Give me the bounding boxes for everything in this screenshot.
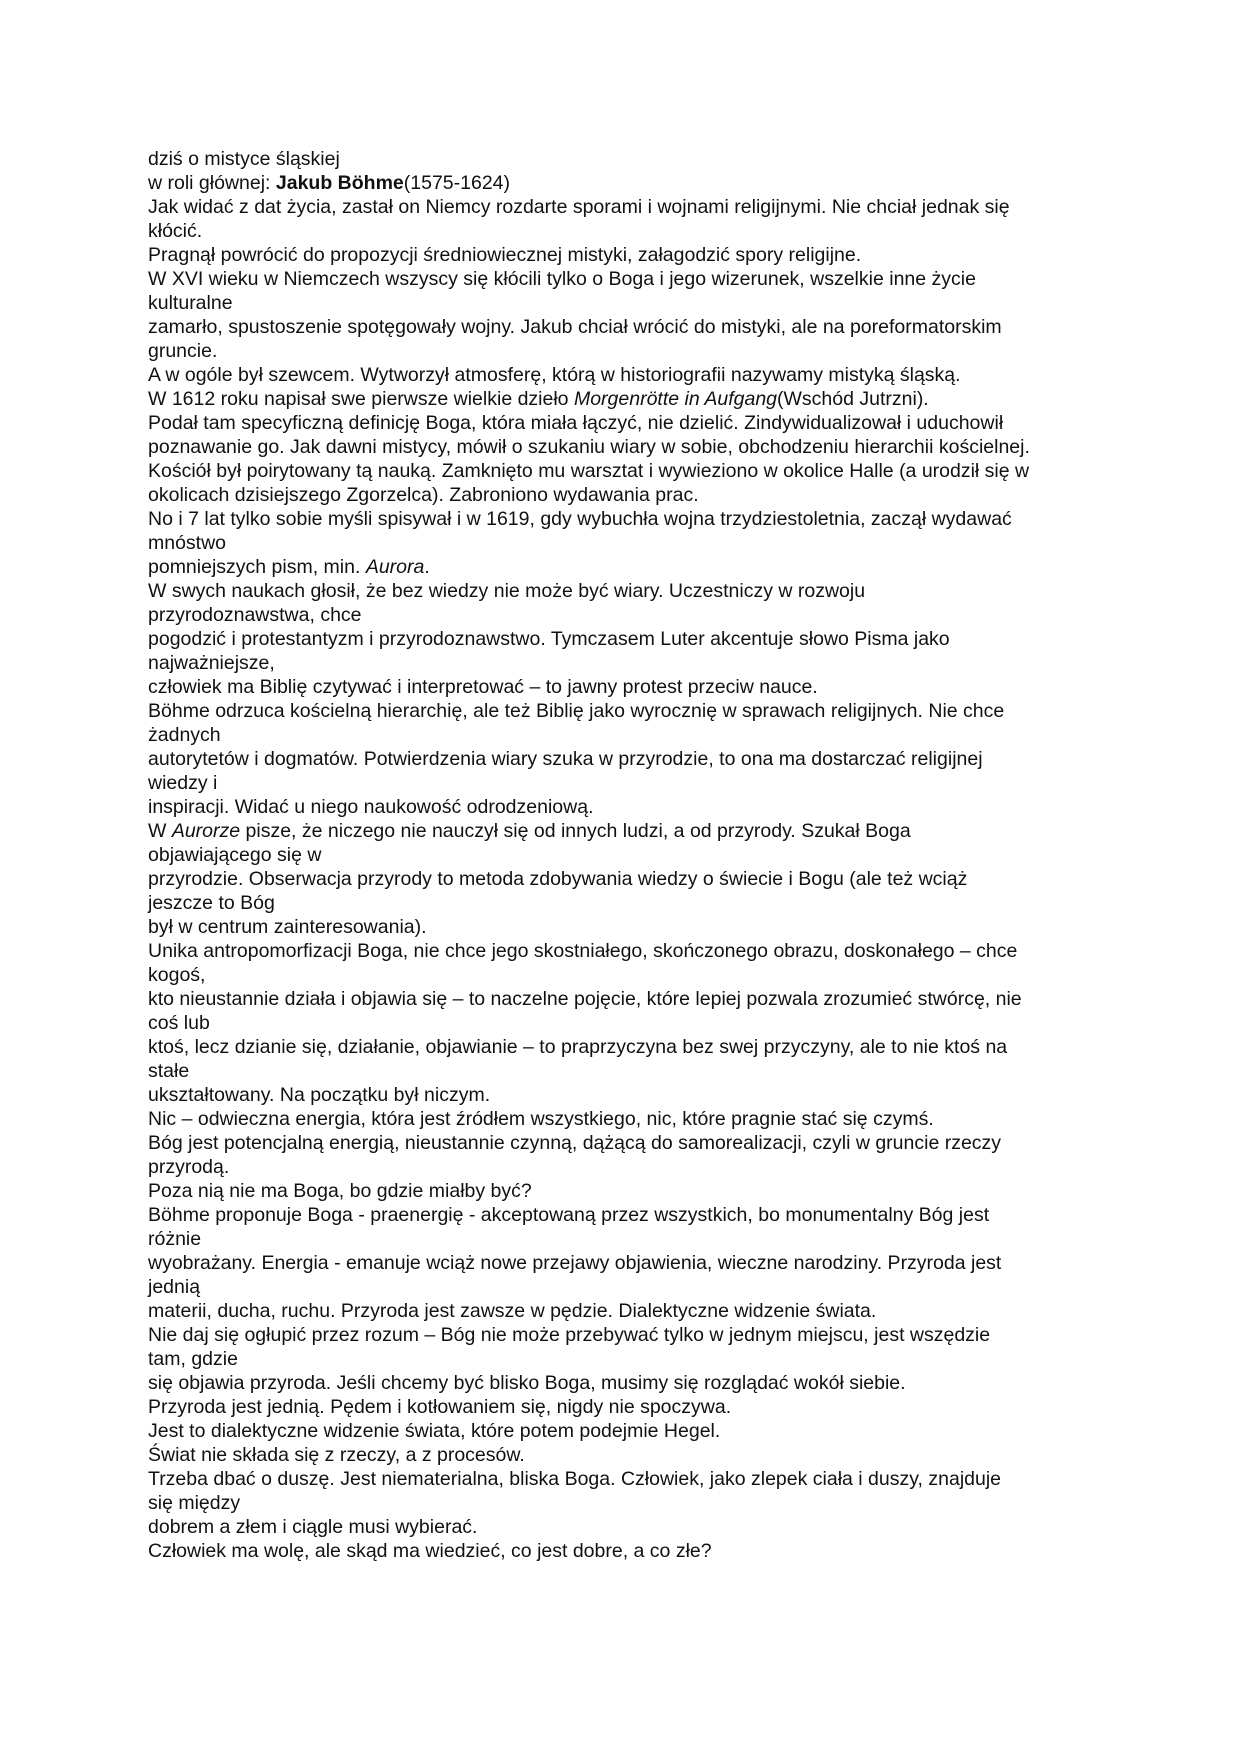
text-line: Poza nią nie ma Boga, bo gdzie miałby być? (148, 1180, 532, 1202)
document-body (148, 147, 1098, 1563)
text-line (148, 387, 1098, 411)
text-line: Böhme odrzuca kościelną hierarchię, ale też Biblię jako wyrocznię w sprawach religijnych. Nie chce (148, 700, 1005, 722)
text-line: W XVI wieku w Niemczech wszyscy się kłócili tylko o Boga i jego wizerunek, wszelkie inne życie (148, 268, 976, 290)
text-line: gruncie. (148, 340, 218, 362)
text-line: dobrem a złem i ciągle musi wybierać. (148, 1516, 478, 1538)
text-line: zamarło, spustoszenie spotęgowały wojny. Jakub chciał wrócić do mistyki, ale na poreformatorskim (148, 316, 1002, 338)
text-run: w roli głównej: (148, 172, 276, 194)
text-line: był w centrum zainteresowania). (148, 916, 427, 938)
text-line: coś lub (148, 1012, 210, 1034)
text-line: wiedzy i (148, 772, 218, 794)
text-line: ukształtowany. Na początku był niczym. (148, 1084, 491, 1106)
text-run: (Wschód Jutrzni). (777, 388, 929, 410)
text-line: się objawia przyroda. Jeśli chcemy być blisko Boga, musimy się rozglądać wokół siebie. (148, 1372, 906, 1394)
text-line: Pragnął powrócić do propozycji średniowiecznej mistyki, załagodzić spory religijne. (148, 244, 862, 266)
text-line: Trzeba dbać o duszę. Jest niematerialna, bliska Boga. Człowiek, jako zlepek ciała i duszy, znajduje (148, 1468, 1002, 1490)
text-line: ktoś, lecz dzianie się, działanie, objawianie – to praprzyczyna bez swej przyczyny, ale to nie ktoś na (148, 1036, 1008, 1058)
text-line: kłócić. (148, 220, 203, 242)
text-line: Jest to dialektyczne widzenie świata, które potem podejmie Hegel. (148, 1420, 721, 1442)
text-line: wyobrażany. Energia - emanuje wciąż nowe przejawy objawienia, wieczne narodziny. Przyroda jest (148, 1252, 1002, 1274)
bold-text: Jakub Böhme (275, 172, 404, 194)
text-line: przyrodzie. Obserwacja przyrody to metoda zdobywania wiedzy o świecie i Bogu (ale też wciąż (148, 868, 968, 890)
text-line (148, 171, 1098, 195)
text-line: Kościół był poirytowany tą nauką. Zamknięto mu warsztat i wywieziono w okolice Halle (a urodził się w (148, 460, 1030, 482)
text-run: (1575-1624) (403, 172, 511, 194)
italic-title: Aurora (365, 556, 425, 578)
text-line: Böhme proponuje Boga - praenergię - akceptowaną przez wszystkich, bo monumentalny Bóg jest (148, 1204, 990, 1226)
text-line: mnóstwo (148, 532, 227, 554)
text-line: Nie daj się ogłupić przez rozum – Bóg nie może przebywać tylko w jednym miejscu, jest wszędzie (148, 1324, 991, 1346)
text-line: Człowiek ma wolę, ale skąd ma wiedzieć, co jest dobre, a co złe? (148, 1540, 712, 1562)
text-run: W 1612 roku napisał swe pierwsze wielkie dzieło (148, 388, 574, 410)
text-line: Podał tam specyficzną definicję Boga, która miała łączyć, nie dzielić. Zindywidualizował i uduchowił (148, 412, 1004, 434)
text-line: się między (148, 1492, 241, 1514)
text-line: dziś o mistyce śląskiej (148, 148, 340, 170)
text-run: pomniejszych pism, min. (148, 556, 366, 578)
text-line: poznawanie go. Jak dawni mistycy, mówił o szukaniu wiary w sobie, obchodzeniu hierarchii kościelnej. (148, 436, 1030, 458)
text-line: żadnych (148, 724, 221, 746)
text-line: kogoś, (148, 964, 206, 986)
text-line: człowiek ma Biblię czytywać i interpretować – to jawny protest przeciw nauce. (148, 676, 818, 698)
text-line: stałe (148, 1060, 190, 1082)
text-line: pogodzić i protestantyzm i przyrodoznawstwo. Tymczasem Luter akcentuje słowo Pisma jako (148, 628, 950, 650)
text-run: W (148, 820, 172, 842)
text-line: Bóg jest potencjalną energią, nieustannie czynną, dążącą do samorealizacji, czyli w gruncie rzeczy (148, 1132, 1002, 1154)
text-line: kulturalne (148, 292, 233, 314)
text-line: Przyroda jest jednią. Pędem i kotłowaniem się, nigdy nie spoczywa. (148, 1396, 732, 1418)
text-line: materii, ducha, ruchu. Przyroda jest zawsze w pędzie. Dialektyczne widzenie świata. (148, 1300, 877, 1322)
text-line: Unika antropomorfizacji Boga, nie chce jego skostniałego, skończonego obrazu, doskonałego – chce (148, 940, 1018, 962)
text-line (148, 819, 1098, 843)
text-line: różnie (148, 1228, 202, 1250)
text-line: objawiającego się w (148, 844, 322, 866)
text-run: . (424, 556, 430, 578)
text-line: przyrodoznawstwa, chce (148, 604, 362, 626)
italic-title: Morgenrötte in Aufgang (573, 388, 778, 410)
text-line (148, 555, 1098, 579)
text-line: przyrodą. (148, 1156, 230, 1178)
text-line: okolicach dzisiejszego Zgorzelca). Zabroniono wydawania prac. (148, 484, 699, 506)
text-line: A w ogóle był szewcem. Wytworzył atmosferę, którą w historiografii nazywamy mistyką śląską. (148, 364, 961, 386)
text-line: najważniejsze, (148, 652, 275, 674)
text-line: Jak widać z dat życia, zastał on Niemcy rozdarte sporami i wojnami religijnymi. Nie chciał jednak się (148, 196, 1010, 218)
text-line: autorytetów i dogmatów. Potwierdzenia wiary szuka w przyrodzie, to ona ma dostarczać religijnej (148, 748, 983, 770)
text-line: inspiracji. Widać u niego naukowość odrodzeniową. (148, 796, 594, 818)
text-line: No i 7 lat tylko sobie myśli spisywał i w 1619, gdy wybuchła wojna trzydziestoletnia, zaczął wydawać (148, 508, 1012, 530)
text-line: kto nieustannie działa i objawia się – to naczelne pojęcie, które lepiej pozwala zrozumieć stwórcę, nie (148, 988, 1022, 1010)
text-run: pisze, że niczego nie nauczył się od innych ludzi, a od przyrody. Szukał Boga (240, 820, 911, 842)
text-line: jeszcze to Bóg (148, 892, 275, 914)
italic-title: Aurorze (171, 820, 241, 842)
text-line: Świat nie składa się z rzeczy, a z procesów. (148, 1444, 525, 1466)
text-line: Nic – odwieczna energia, która jest źródłem wszystkiego, nic, które pragnie stać się czymś. (148, 1108, 934, 1130)
text-line: jednią (148, 1276, 201, 1298)
text-line: tam, gdzie (148, 1348, 238, 1370)
text-line: W swych naukach głosił, że bez wiedzy nie może być wiary. Uczestniczy w rozwoju (148, 580, 866, 602)
